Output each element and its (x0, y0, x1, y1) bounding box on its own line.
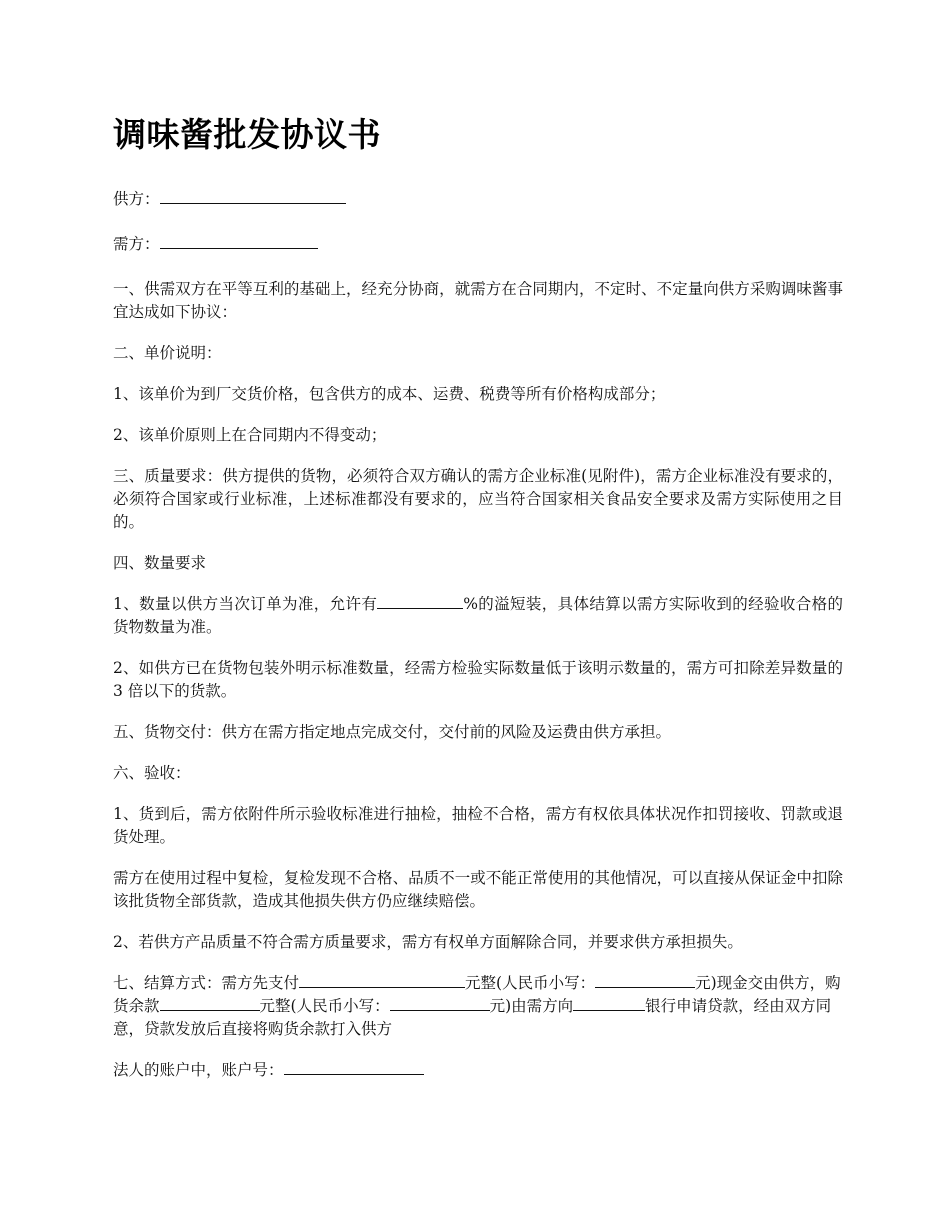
balance-amount-blank (160, 995, 260, 1011)
settlement-part-e: 元)由需方向 (489, 997, 574, 1015)
clause-4-item-2: 2、如供方已在货物包装外明示标准数量，经需方检验实际数量低于该明示数量的，需方可扣除差异数量的 3 倍以下的货款。 (113, 659, 843, 700)
clause-6-heading: 六、验收： (113, 764, 191, 782)
account-label: 法人的账户中，账户号： (113, 1061, 284, 1079)
prepayment-amount-blank (299, 972, 465, 988)
settlement-part-c: 元)现金交由供方，购货余款 (113, 974, 841, 1015)
document-title: 调味酱批发协议书 (113, 115, 381, 154)
clause-3-quality: 三、质量要求：供方提供的货物，必须符合双方确认的需方企业标准(见附件)，需方企业标准没有要求的，必须符合国家或行业标准，上述标准都没有要求的，应当符合国家相关食品安全要求及需方实际使用之目的。 (113, 467, 843, 531)
buyer-line (113, 233, 843, 256)
contract-document (113, 112, 843, 1100)
clause-2-item-2: 2、该单价原则上在合同期内不得变动； (113, 426, 387, 444)
clause-2-heading: 二、单价说明： (113, 344, 222, 362)
clause-6-item-2: 2、若供方产品质量不符合需方质量要求，需方有权单方面解除合同，并要求供方承担损失。 (113, 933, 743, 951)
clause-4-item-1-part-a: 1、数量以供方当次订单为准，允许有 (113, 595, 378, 613)
clause-4-item-1-part-b: %的溢短装，具体结算以需方实际收到的经验收合格的货物数量为准。 (113, 595, 843, 636)
balance-figure-blank (390, 995, 490, 1011)
clause-7-settlement (113, 972, 843, 1041)
clause-4-item-1 (113, 593, 843, 639)
clause-6-item-1: 1、货到后，需方依附件所示验收标准进行抽检，抽检不合格，需方有权依具体状况作扣罚接收、罚款或退货处理。 (113, 805, 843, 846)
account-number-blank (284, 1059, 424, 1075)
settlement-part-b: 元整(人民币小写： (465, 974, 596, 992)
tolerance-percent-blank (377, 593, 463, 609)
prepayment-figure-blank (595, 972, 695, 988)
settlement-part-d: 元整(人民币小写： (259, 997, 390, 1015)
supplier-blank (160, 188, 346, 204)
buyer-label: 需方： (113, 235, 160, 253)
clause-4-heading: 四、数量要求 (113, 554, 207, 572)
clause-5-delivery: 五、货物交付：供方在需方指定地点完成交付，交付前的风险及运费由供方承担。 (113, 723, 672, 741)
settlement-part-a: 七、结算方式：需方先支付 (113, 974, 300, 992)
clause-2-item-1: 1、该单价为到厂交货价格，包含供方的成本、运费、税费等所有价格构成部分； (113, 385, 666, 403)
settlement-part-f: 银行申请贷款，经由双方同意，贷款发放后直接将购货余款打入供方 (113, 997, 832, 1038)
clause-6-recheck: 需方在使用过程中复检，复检发现不合格、品质不一或不能正常使用的其他情况，可以直接从保证金中扣除该批货物全部货款，造成其他损失供方仍应继续赔偿。 (113, 869, 843, 910)
buyer-blank (160, 233, 318, 249)
clause-7-account (113, 1059, 843, 1082)
clause-1-intro: 一、供需双方在平等互利的基础上，经充分协商，就需方在合同期内，不定时、不定量向供方采购调味酱事宜达成如下协议： (113, 280, 843, 321)
supplier-label: 供方： (113, 190, 160, 208)
bank-name-blank (573, 995, 645, 1011)
supplier-line (113, 188, 843, 211)
